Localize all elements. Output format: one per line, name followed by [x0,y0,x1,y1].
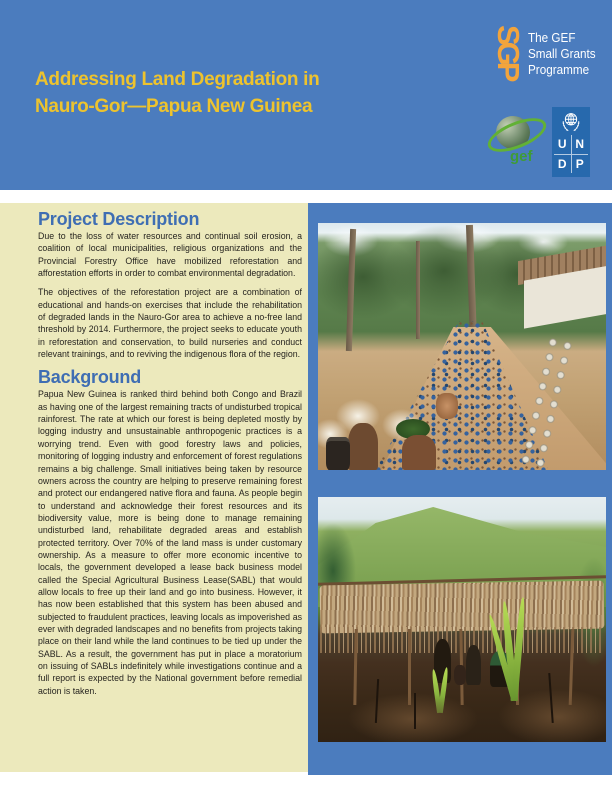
project-description-paragraph-2: The objectives of the reforestation project are a combination of educational and hands-on exercises that include the rehabilitation of degraded lands in the Nauro-Gor area to achieve a no-free land threshold by 2014. Furthermore, the project seeks to educate youth in reforestation and conservation, to build nurseries and conduct relevant trainings, and to reviving the indigenous flora of the region. [38,287,302,360]
photo1-drum [326,437,350,470]
undp-letter-u: U [554,135,571,154]
photo-community-march [318,223,606,470]
page-title-line-1: Addressing Land Degradation in [35,69,320,90]
gef-label: gef [510,148,533,165]
page-title-line-2: Nauro-Gor—Papua New Guinea [35,96,313,117]
project-description-paragraph-1: Due to the loss of water resources and continual soil erosion, a coalition of local municipalities, religious organizations and the Provincial Forestry Office have mobilized reforestation and afforestation efforts in order to combat environmental degradation. [38,231,302,279]
sgp-acronym: SGP [491,25,526,79]
background-paragraph: Papua New Guinea is ranked third behind both Congo and Brazil as having one of the largest remaining tracts of undisturbed tropical rainforest. The rate at which our forest is being depleted mostly by logging industry and unsustainable anthropogenic practices is a worrying trend. Even with good forestry laws and policies, monitoring of logging industry and enforcement of forest regulations remains a big challenge. Small initiatives being taken by resource owners across the country are helping to preserve remaining forest and protect our endangered native flora and fauna. As people begin to understand and acknowledge their forest resources and its biodiversity value, more is being done to manage remaining undisturbed land, rehabilitate degraded areas and establish protected territory. Over 70% of the land mass is under customary ownership. As a measure to offer more economic incentive to locals, the government developed a lease back business model called the Special Agricultural Business Lease(SABL) that would allow locals to free up their land and go into business. However, it has now been established that this system has been abused and subjected to fraudulent practices, leaving locals as impoverished as ever with degraded landscapes and no benefits from projects taking place on their land while the land continues to be tied up under the SABL. As a result, the government has put in place a moratorium on issuing of SABLs indefinitely while investigations continue and a full report is expected by the National government before remedial action is taken. [38,389,302,696]
photo2-worker-silhouette [454,665,466,685]
undp-logo [552,107,590,177]
header-banner [0,0,612,190]
sgp-wordmark [528,30,596,78]
photo1-dancer-figure [402,435,436,470]
content-panel [0,203,308,772]
sgp-wordmark-line-2: Small Grants [528,46,596,61]
section-heading-background: Background [38,367,142,388]
undp-letter-d: D [554,155,571,174]
undp-letter-grid [554,135,588,173]
undp-letter-p: P [572,155,589,174]
photo-column [308,203,612,775]
photo2-seedling-stick [414,693,416,729]
gef-logo [488,110,540,166]
photo2-support-pole [353,629,357,705]
photo1-raised-hand [436,393,458,419]
undp-emblem-icon [560,110,582,134]
sgp-logo [491,25,612,99]
photo2-thatch-roof [320,581,605,634]
text-column [38,209,302,704]
photo2-soil-mound [348,693,478,742]
undp-letter-n: N [572,135,589,154]
photo-nursery-shelter [318,497,606,742]
photo1-tree-trunk [416,241,420,339]
sgp-wordmark-line-3: Programme [528,62,590,77]
sgp-wordmark-line-1: The GEF [528,30,576,45]
photo1-dancer-figure [348,423,378,470]
section-heading-project-description: Project Description [38,209,200,229]
page-title [35,66,319,120]
photo2-worker-silhouette [466,645,481,685]
